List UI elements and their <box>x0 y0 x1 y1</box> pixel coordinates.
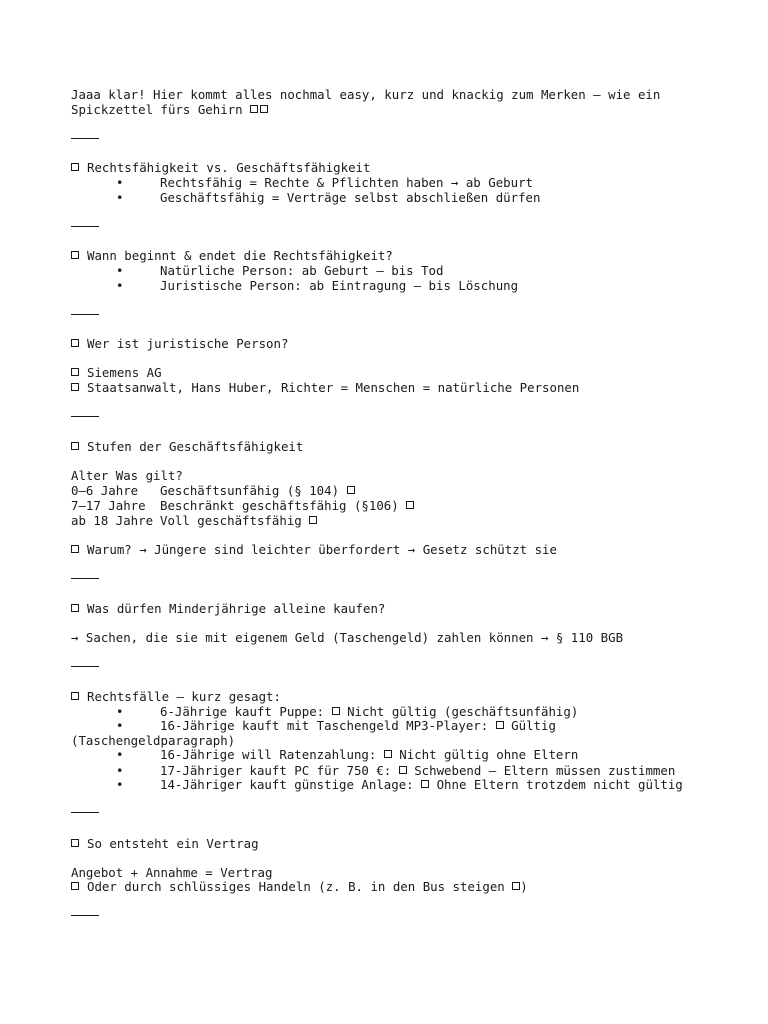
bullet-icon: • <box>116 763 124 778</box>
section-emoji-icon <box>71 692 79 700</box>
list-item <box>0 704 768 719</box>
rule-text: Beschränkt geschäftsfähig (§106) <box>160 498 399 513</box>
status-emoji-icon <box>309 516 317 524</box>
bullet-icon: • <box>116 175 124 190</box>
heading-text: Wer ist juristische Person? <box>87 336 289 351</box>
check-emoji-icon <box>496 721 504 729</box>
separator-line <box>71 666 99 667</box>
list-item <box>0 175 768 190</box>
bullet-icon: • <box>116 747 124 762</box>
section-emoji-icon <box>71 604 79 612</box>
table-row <box>0 498 768 513</box>
juristisch-line-1 <box>71 365 162 380</box>
section-heading-faelle <box>71 689 281 704</box>
separator-line <box>71 812 99 813</box>
list-item <box>0 777 768 792</box>
bullet-icon: • <box>116 777 124 792</box>
rule-cell <box>160 483 355 498</box>
heading-text: So entsteht ein Vertrag <box>87 836 259 851</box>
case-result: Ohne Eltern trotzdem nicht gültig <box>436 777 683 792</box>
list-item <box>0 278 768 293</box>
list-item-text <box>160 763 675 778</box>
separator-line <box>71 578 99 579</box>
separator-line <box>71 314 99 315</box>
rule-text: Voll geschäftsfähig <box>160 513 302 528</box>
case-text: 16-Jährige kauft mit Taschengeld MP3-Player: <box>160 718 489 733</box>
case-result: Gültig <box>511 718 556 733</box>
minderjaehrige-answer: → Sachen, die sie mit eigenem Geld (Taschengeld) zahlen können → § 110 BGB <box>71 630 624 645</box>
vertrag-formula: Angebot + Annahme = Vertrag <box>71 865 273 880</box>
rule-cell <box>160 498 414 513</box>
list-item-text <box>160 777 683 792</box>
list-item <box>0 763 768 778</box>
intro-line-1: Jaaa klar! Hier kommt alles nochmal easy, kurz und knackig zum Merken – wie ein <box>71 87 661 102</box>
case-result: Nicht gültig (geschäftsunfähig) <box>347 704 579 719</box>
section-heading-minderjaehrige <box>71 601 385 616</box>
warum-text: Warum? → Jüngere sind leichter überfordert → Gesetz schützt sie <box>87 542 557 557</box>
bus-emoji-icon <box>512 882 520 890</box>
case-result: Schwebend – Eltern müssen zustimmen <box>414 763 676 778</box>
separator-line <box>71 138 99 139</box>
section-emoji-icon <box>71 339 79 347</box>
list-item-text <box>160 747 578 762</box>
rule-text: Geschäftsunfähig (§ 104) <box>160 483 340 498</box>
list-item-text: Juristische Person: ab Eintragung – bis Löschung <box>160 278 519 293</box>
section-heading-stufen <box>71 439 303 454</box>
case-text: 6-Jährige kauft Puppe: <box>160 704 325 719</box>
cross-emoji-icon <box>332 707 340 715</box>
rule-cell <box>160 513 317 528</box>
arrow-emoji-icon <box>71 882 79 890</box>
bullet-icon: • <box>116 718 124 733</box>
heading-text: Was dürfen Minderjährige alleine kaufen? <box>87 601 386 616</box>
age-cell: 7–17 Jahre <box>71 498 146 513</box>
section-emoji-icon <box>71 163 79 171</box>
note-text: Oder durch schlüssiges Handeln (z. B. in den Bus steigen <box>87 879 505 894</box>
heading-text: Stufen der Geschäftsfähigkeit <box>87 439 304 454</box>
list-item <box>0 718 768 733</box>
list-item-text: Natürliche Person: ab Geburt – bis Tod <box>160 263 444 278</box>
pin-emoji-icon <box>260 105 268 113</box>
list-item-text <box>160 704 578 719</box>
bullet-icon: • <box>116 263 124 278</box>
line-text: Staatsanwalt, Hans Huber, Richter = Menschen = natürliche Personen <box>87 380 580 395</box>
list-item-text <box>160 718 556 733</box>
section-heading-vertrag <box>71 836 259 851</box>
status-emoji-icon <box>347 486 355 494</box>
separator-line <box>71 416 99 417</box>
intro-line-2-text: Spickzettel fürs Gehirn <box>71 102 243 117</box>
list-item <box>0 747 768 762</box>
list-item-text: Geschäftsfähig = Verträge selbst abschließen dürfen <box>160 190 541 205</box>
section-emoji-icon <box>71 839 79 847</box>
separator-line <box>71 915 99 916</box>
line-text: Siemens AG <box>87 365 162 380</box>
cross-emoji-icon <box>384 750 392 758</box>
list-item <box>0 263 768 278</box>
warum-line <box>71 542 557 557</box>
bullet-icon: • <box>116 704 124 719</box>
age-cell: 0–6 Jahre <box>71 483 139 498</box>
section-emoji-icon <box>71 442 79 450</box>
section-heading-beginn <box>71 248 393 263</box>
case-text: 17-Jähriger kauft PC für 750 €: <box>160 763 392 778</box>
table-header: Alter Was gilt? <box>71 468 183 483</box>
list-item-text: Rechtsfähig = Rechte & Pflichten haben → ab Geburt <box>160 175 533 190</box>
bullet-icon: • <box>116 278 124 293</box>
section-heading-rechtsfaehigkeit <box>71 160 370 175</box>
check-emoji-icon <box>71 368 79 376</box>
list-item-continuation: (Taschengeldparagraph) <box>71 733 236 748</box>
heading-text: Wann beginnt & endet die Rechtsfähigkeit? <box>87 248 393 263</box>
case-result: Nicht gültig ohne Eltern <box>399 747 579 762</box>
bullet-icon: • <box>116 190 124 205</box>
separator-line <box>71 226 99 227</box>
case-text: 14-Jähriger kauft günstige Anlage: <box>160 777 414 792</box>
cross-emoji-icon <box>71 383 79 391</box>
question-emoji-icon <box>71 545 79 553</box>
juristisch-line-2 <box>71 380 579 395</box>
case-text: 16-Jährige will Ratenzahlung: <box>160 747 377 762</box>
brain-emoji-icon <box>250 105 258 113</box>
hourglass-emoji-icon <box>399 766 407 774</box>
list-item <box>0 190 768 205</box>
table-row <box>0 513 768 528</box>
heading-text: Rechtsfähigkeit vs. Geschäftsfähigkeit <box>87 160 371 175</box>
vertrag-note: Oder durch schlüssiges Handeln (z. B. in den Bus steigen ) <box>71 879 528 894</box>
section-heading-juristisch <box>71 336 288 351</box>
age-cell: ab 18 Jahre <box>71 513 154 528</box>
table-row <box>0 483 768 498</box>
intro-line-2 <box>71 102 268 117</box>
status-emoji-icon <box>406 501 414 509</box>
heading-text: Rechtsfälle – kurz gesagt: <box>87 689 281 704</box>
section-emoji-icon <box>71 251 79 259</box>
cross-emoji-icon <box>421 780 429 788</box>
